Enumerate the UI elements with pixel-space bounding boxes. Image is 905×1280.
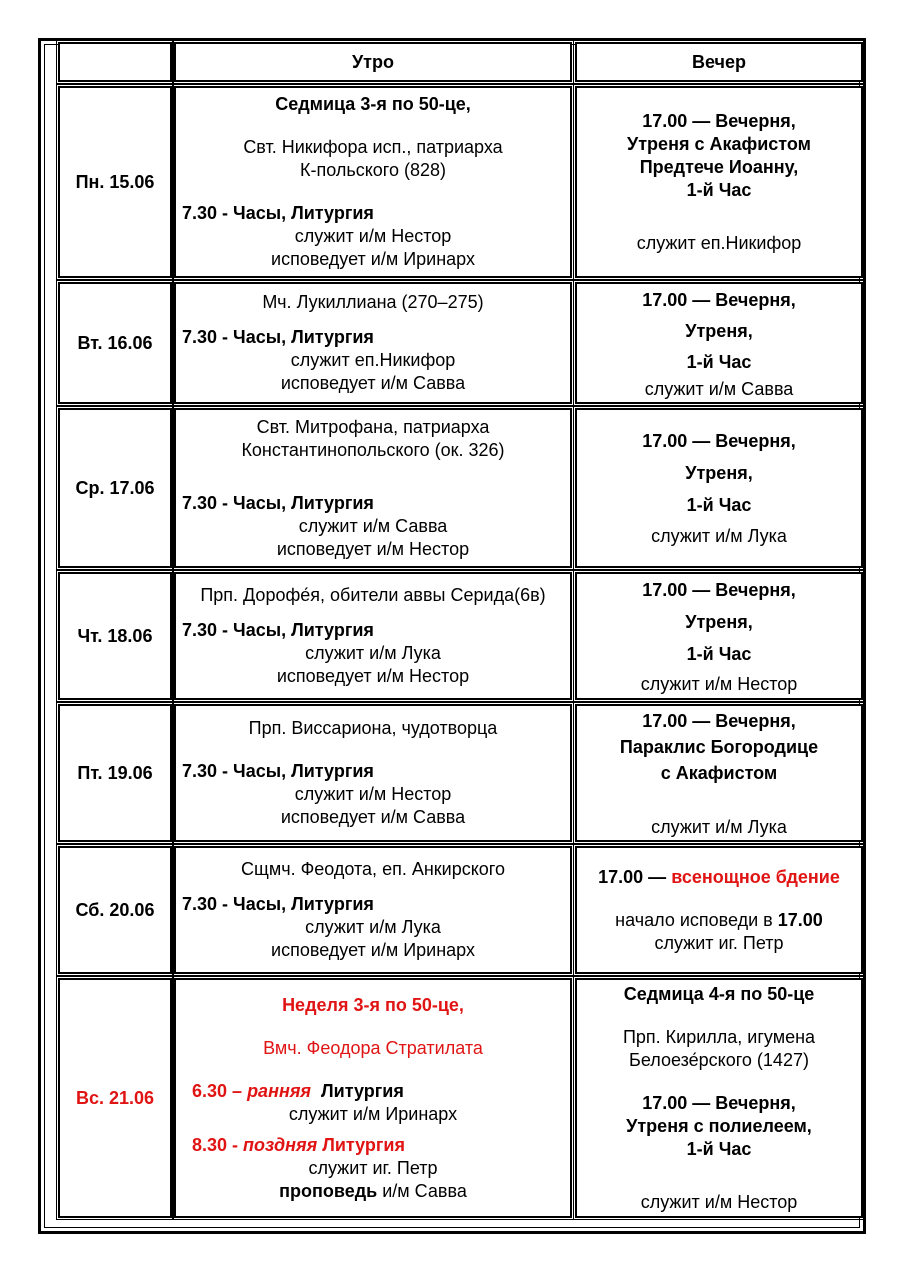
evening-line: 1-й Час [686, 179, 752, 200]
evening-cell-mon [575, 86, 863, 278]
header-evening: Вечер [575, 42, 863, 82]
evening-line: 1-й Час [686, 352, 752, 372]
serves-line: служит иг. Петр [654, 932, 784, 953]
service-line: 7.30 - Часы, Литургия [182, 492, 374, 513]
saint-line: Свт. Митрофана, патриарха [256, 416, 490, 437]
serves-line: служит и/м Лука [651, 816, 787, 837]
week-title: Седмица 3-я по 50-це, [275, 94, 471, 114]
day-cell-wed: Ср. 17.06 [58, 408, 172, 568]
service-line: 7.30 - Часы, Литургия [182, 327, 374, 347]
day-cell-tue: Вт. 16.06 [58, 282, 172, 404]
serves-line: служит и/м Нестор [640, 1191, 798, 1212]
evening-line: Утреня, [685, 463, 753, 483]
saint-line: Белоезе́рского (1427) [629, 1049, 809, 1070]
confesses-line: исповедует и/м Савва [280, 373, 466, 393]
evening-line: Утреня с Акафистом [627, 133, 811, 154]
saint-line: Прп. Кирилла, игумена [622, 1026, 816, 1047]
serves-line: служит и/м Иринарх [288, 1103, 458, 1124]
day-cell-sat: Сб. 20.06 [58, 846, 172, 974]
morning-cell-fri [174, 704, 572, 842]
evening-cell-thu [575, 572, 863, 700]
week-title: Седмица 4-я по 50-це [623, 983, 815, 1004]
saint-line: К-польского (828) [299, 160, 446, 180]
evening-line: 1-й Час [686, 495, 752, 515]
header-morning: Утро [174, 42, 572, 82]
evening-line: 17.00 — Вечерня, [642, 710, 796, 731]
serves-line: служит и/м Савва [644, 379, 794, 399]
morning-cell-wed [174, 408, 572, 568]
serves-line: служит и/м Нестор [294, 226, 452, 246]
saint-line: Мч. Лукиллиана (270–275) [262, 292, 484, 312]
evening-line: Утреня с полиелеем, [626, 1115, 812, 1136]
confesses-line: исповедует и/м Нестор [276, 666, 470, 686]
week-title: Неделя 3-я по 50-це, [282, 994, 464, 1015]
evening-line: с Акафистом [660, 762, 778, 783]
saint-line: Прп. Виссариона, чудотворца [248, 718, 498, 738]
serves-line: служит и/м Нестор [294, 784, 452, 804]
confesses-line: исповедует и/м Иринарх [271, 249, 475, 269]
evening-line: 17.00 — Вечерня, [642, 431, 796, 451]
evening-line: 1-й Час [686, 644, 752, 664]
late-liturgy-line: 8.30 - поздняя Литургия [192, 1134, 405, 1155]
serves-line: служит еп.Никифор [636, 232, 802, 253]
saint-line: Свт. Никифора исп., патриарха [243, 137, 503, 157]
evening-line: Утреня, [685, 612, 753, 632]
service-line: 7.30 - Часы, Литургия [182, 620, 374, 640]
evening-cell-tue [575, 282, 863, 404]
morning-cell-tue [174, 282, 572, 404]
evening-line: Параклис Богородице [619, 736, 819, 757]
service-line: 7.30 - Часы, Литургия [182, 203, 374, 223]
day-cell-mon: Пн. 15.06 [58, 86, 172, 278]
serves-line: служит и/м Савва [298, 515, 448, 536]
morning-cell-sat [174, 846, 572, 974]
evening-line: 17.00 — Вечерня, [642, 290, 796, 310]
serves-line: служит иг. Петр [308, 1157, 438, 1178]
confesses-line: исповедует и/м Иринарх [271, 940, 475, 960]
day-cell-sun: Вс. 21.06 [58, 978, 172, 1218]
header-blank-cell [58, 42, 172, 82]
day-cell-thu: Чт. 18.06 [58, 572, 172, 700]
evening-line: 17.00 — Вечерня, [642, 1092, 796, 1113]
evening-line: 17.00 — Вечерня, [642, 580, 796, 600]
saint-line: Константинопольского (ок. 326) [241, 439, 505, 460]
morning-cell-thu [174, 572, 572, 700]
morning-cell-sun [174, 978, 572, 1218]
serves-line: служит и/м Нестор [640, 674, 798, 694]
saint-line: Сщмч. Феодота, еп. Анкирского [241, 859, 505, 879]
saint-line: Прп. Дорофе́я, обители аввы Серида(6в) [200, 585, 546, 605]
serves-line: служит и/м Лука [651, 526, 787, 546]
sermon-line: проповедь и/м Савва [279, 1180, 467, 1201]
serves-line: служит и/м Лука [305, 643, 441, 663]
vigil-line: 17.00 — всенощное бдение [598, 866, 840, 887]
evening-cell-sat [575, 846, 863, 974]
morning-cell-mon [174, 86, 572, 278]
evening-cell-fri [575, 704, 863, 842]
evening-cell-sun [575, 978, 863, 1218]
evening-line: Утреня, [685, 321, 753, 341]
service-line: 7.30 - Часы, Литургия [182, 894, 374, 914]
day-cell-fri: Пт. 19.06 [58, 704, 172, 842]
serves-line: служит еп.Никифор [290, 350, 456, 370]
evening-line: 1-й Час [686, 1138, 752, 1159]
evening-line: 17.00 — Вечерня, [642, 110, 796, 131]
service-line: 7.30 - Часы, Литургия [182, 761, 374, 781]
evening-cell-wed [575, 408, 863, 568]
confesses-line: исповедует и/м Нестор [276, 538, 470, 559]
saint-line: Вмч. Феодора Стратилата [263, 1037, 483, 1058]
serves-line: служит и/м Лука [305, 917, 441, 937]
confesses-line: исповедует и/м Савва [280, 807, 466, 827]
early-liturgy-line: 6.30 – ранняя Литургия [192, 1080, 404, 1101]
evening-line: Предтече Иоанну, [639, 156, 799, 177]
confession-line: начало исповеди в 17.00 [615, 909, 823, 930]
